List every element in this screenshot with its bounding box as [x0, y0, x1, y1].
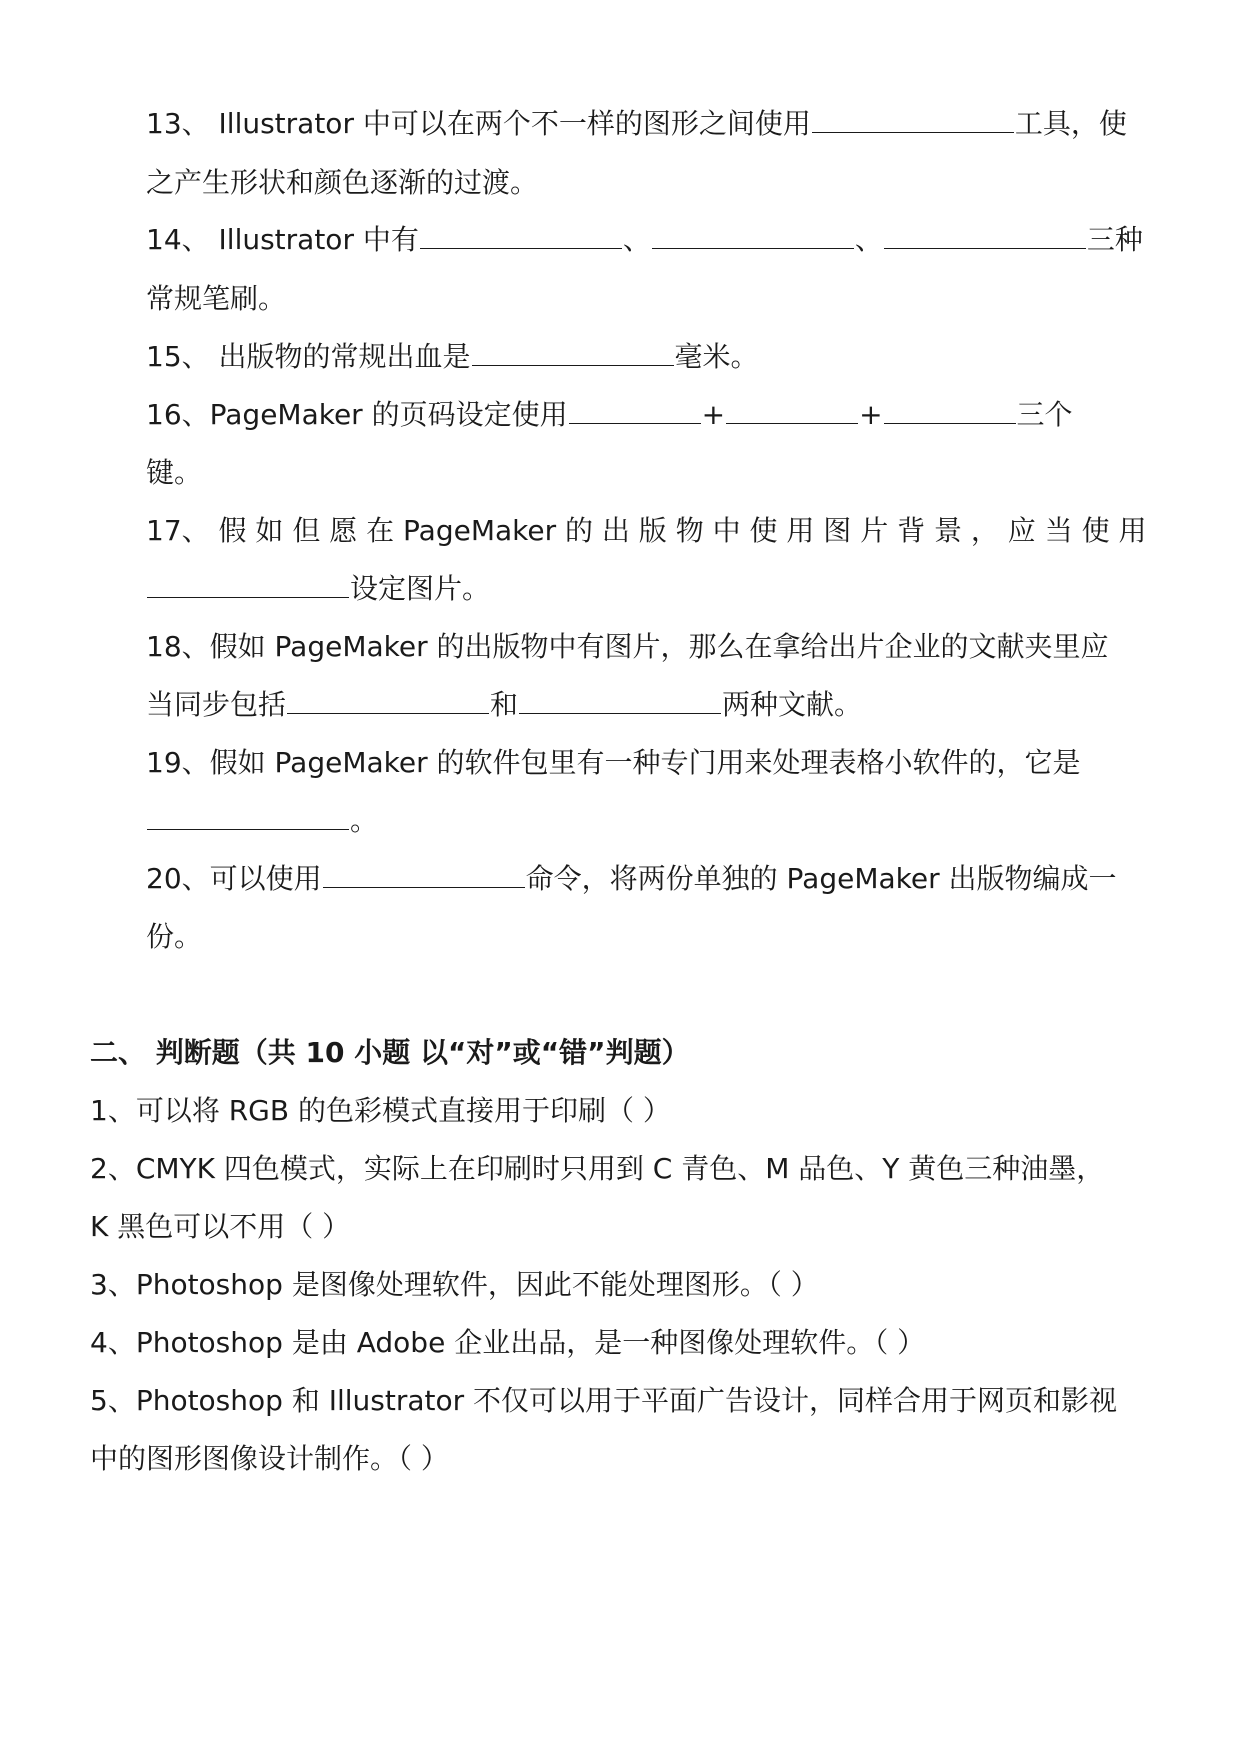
question-19-text-b: 。: [350, 804, 379, 837]
section-heading: 二、 判断题（共 10 小题 以“对”或“错”判题）: [90, 1036, 690, 1069]
question-16-text-a: 16、PageMaker 的页码设定使用: [146, 398, 568, 431]
question-14-text-b: 三种: [1086, 223, 1143, 256]
question-20-line-2: 份。: [146, 920, 203, 953]
question-18-line-1: 18、假如 PageMaker 的出版物中有图片，那么在拿给出片企业的文献夹里应: [146, 630, 1109, 663]
judgment-item-2-line-1: 2、CMYK 四色模式，实际上在印刷时只用到 C 青色、M 品色、Y 黄色三种油墨，: [90, 1152, 1105, 1185]
answer-blank[interactable]: [726, 395, 858, 424]
answer-blank[interactable]: [519, 685, 721, 714]
question-18-text-b: 两种文献。: [722, 688, 863, 721]
question-16-line-1: [146, 395, 1073, 435]
answer-blank[interactable]: [287, 685, 489, 714]
answer-blank[interactable]: [884, 220, 1086, 249]
answer-blank[interactable]: [420, 220, 622, 249]
question-20-line-1: [146, 859, 1117, 899]
question-13-text-b: 工具，使: [1014, 107, 1127, 140]
separator: 、: [622, 223, 651, 256]
question-18-text-a: 当同步包括: [146, 688, 287, 721]
question-20-text-b: 命令，将两份单独的 PageMaker 出版物编成一: [525, 862, 1117, 895]
answer-blank[interactable]: [884, 395, 1016, 424]
question-17-text-b: 设定图片。: [350, 572, 491, 605]
question-13-line-2: 之产生形状和颜色逐渐的过渡。: [146, 166, 539, 199]
judgment-item-5-line-1: 5、Photoshop 和 Illustrator 不仅可以用于平面广告设计，同样合用于网页和影视: [90, 1384, 1118, 1417]
answer-blank[interactable]: [652, 220, 854, 249]
question-14-line-2: 常规笔刷。: [146, 282, 287, 315]
question-18-line-2: [146, 685, 862, 725]
answer-blank[interactable]: [569, 395, 701, 424]
separator: 和: [490, 688, 519, 721]
question-15-text-a: 15、 出版物的常规出血是: [146, 340, 471, 373]
answer-blank[interactable]: [323, 859, 525, 888]
question-13-line-1: [146, 104, 1127, 144]
answer-blank[interactable]: [472, 337, 674, 366]
question-16-text-b: 三个: [1016, 398, 1073, 431]
answer-blank[interactable]: [812, 104, 1014, 133]
judgment-item-4: 4、Photoshop 是由 Adobe 企业出品，是一种图像处理软件。（ ）: [90, 1326, 926, 1359]
judgment-item-1: 1、可以将 RGB 的色彩模式直接用于印刷（ ）: [90, 1094, 671, 1127]
question-16-line-2: 键。: [146, 456, 203, 489]
question-19-line-2: [146, 801, 378, 841]
question-15-line-1: [146, 337, 759, 377]
question-13-text-a: 13、 Illustrator 中可以在两个不一样的图形之间使用: [146, 107, 811, 140]
judgment-item-3: 3、Photoshop 是图像处理软件，因此不能处理图形。（ ）: [90, 1268, 819, 1301]
question-15-text-b: 毫米。: [674, 340, 759, 373]
judgment-item-2-line-2: K 黑色可以不用（ ）: [90, 1210, 351, 1243]
question-14-line-1: [146, 220, 1143, 260]
separator: +: [701, 398, 726, 431]
separator: 、: [854, 223, 883, 256]
question-20-text-a: 20、可以使用: [146, 862, 322, 895]
separator: +: [859, 398, 883, 431]
question-17-line-2: [146, 569, 490, 609]
judgment-item-5-line-2: 中的图形图像设计制作。（ ）: [90, 1442, 449, 1475]
answer-blank[interactable]: [147, 801, 349, 830]
question-19-line-1: 19、假如 PageMaker 的软件包里有一种专门用来处理表格小软件的，它是: [146, 746, 1081, 779]
answer-blank[interactable]: [147, 569, 349, 598]
question-14-text-a: 14、 Illustrator 中有: [146, 223, 419, 256]
question-17-line-1: 17、 假 如 但 愿 在 PageMaker 的 出 版 物 中 使 用 图 片 背 景 ， 应 当 使 用: [146, 514, 1147, 547]
